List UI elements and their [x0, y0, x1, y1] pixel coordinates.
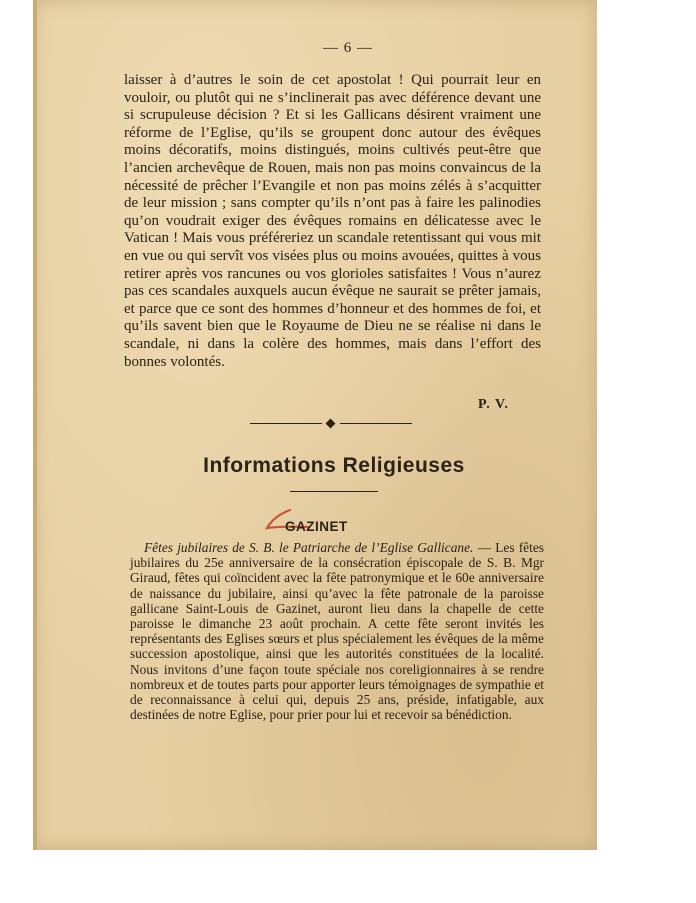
page-number: — 6 —: [323, 40, 373, 56]
body-paragraph-text: laisser à d’autres le soin de cet apostolat ! Qui pourrait leur en vouloir, ou plutôt qui ne s’inclinerait pas avec déférence devant une si scrupuleuse décision ? Et si les Gallicans désirent vraiment une réforme de l’Eglise, qu’ils se groupent donc autour des évêques moins décoratifs, moins distingués, moins cultivés peut-être que l’ancien archevêque de Rouen, mais non pas moins convaincus de la nécessité de prêcher l’Evangile et non pas moins zélés à s’acquitter de leur mission ; sans compter qu’ils n’ont pas à faire les palinodies qu’on voudrait exiger des évêques romains en délicatesse avec le Vatican ! Mais vous préféreriez un scandale retentissant qui vous mit en vue ou qui servît vos visées plus ou moins avouées, quittes à vous retirer après vos rancunes ou vos glorioles satisfaites ! Vous n’aurez pas ces scandales auxquels aucun évêque ne saurait se prêter jamais, et parce que ce sont des hommes d’honneur et des hommes de foi, et qu’ils savent bien que le Royaume de Dieu ne se réalise ni dans le scandale, ni dans la colère des hommes, mais dans l’effort des bonnes volontés.: [124, 72, 541, 370]
subheading-location: GAZINET: [285, 519, 348, 534]
section-title: Informations Religieuses: [203, 454, 465, 477]
divider-line-left: [250, 423, 322, 424]
page-edge: [33, 0, 37, 850]
divider-line-right: [340, 423, 412, 424]
title-underline: [290, 491, 378, 492]
article-paragraph: [130, 540, 544, 722]
article-body: — Les fêtes jubilaires du 25e anniversaire de la consécration épiscopale de S. B. Mgr Giraud, fêtes qui coïncident avec la fête patronymique et le 60e anniversaire de naissance du jubilaire, ainsi qu’avec la fête patronale de la paroisse gallicane Saint-Louis de Gazinet, auront lieu dans la chapelle de cette paroisse le dimanche 23 août prochain. A cette fête seront invités les représentants des Eglises sœurs et plus spécialement les évêques de la même succession apostolique, ainsi que les autorités constituées de la localité. Nous invitons d’une façon toute spéciale nos coreligionnaires à se rendre nombreux et de toutes parts pour apporter leurs témoignages de sympathie et de reconnaissance à celui qui, depuis 25 ans, préside, infatigable, aux destinées de notre Eglise, pour prier pour lui et recevoir sa bénédiction.: [130, 540, 544, 723]
ornament-divider: [250, 418, 412, 430]
signature: P. V.: [478, 397, 509, 412]
article-lead: Fêtes jubilaires de S. B. le Patriarche de l’Eglise Gallicane.: [144, 540, 474, 555]
article-text: [130, 540, 544, 722]
divider-diamond-icon: [326, 419, 336, 429]
body-paragraph: [124, 72, 541, 371]
